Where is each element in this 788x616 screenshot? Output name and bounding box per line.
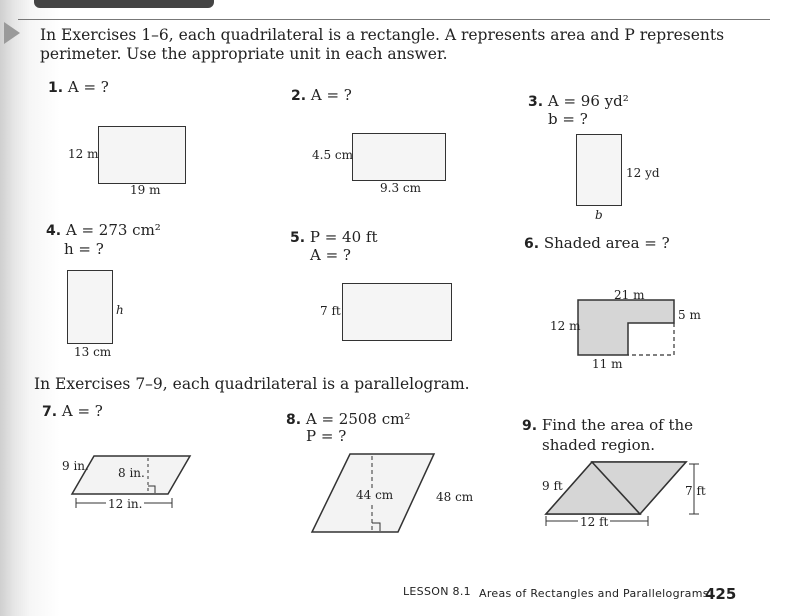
exercise-6-line1: Shaded area = ? xyxy=(543,234,670,252)
exercise-4-line1: A = 273 cm² xyxy=(65,221,161,239)
intro-line-1: In Exercises 1–6, each quadrilateral is a rectangle. A represents area and P represents xyxy=(40,26,725,44)
exercise-6-right-label: 5 m xyxy=(678,308,701,322)
exercise-6-left-label: 12 m xyxy=(550,319,581,333)
exercise-3-base-label: b xyxy=(595,208,603,222)
footer-lesson-title: Areas of Rectangles and Parallelograms xyxy=(479,587,709,600)
exercise-5-height-label: 7 ft xyxy=(320,304,341,318)
exercise-6-bottom-label: 11 m xyxy=(592,357,623,371)
exercise-8-side-label: 48 cm xyxy=(436,490,474,504)
exercise-7-height-label: 8 in. xyxy=(118,466,145,480)
exercise-1-line1: A = ? xyxy=(67,78,109,96)
exercise-9-side-label: 9 ft xyxy=(542,479,563,493)
exercise-2-height-label: 4.5 cm xyxy=(312,148,353,162)
exercise-1-base-label: 19 m xyxy=(130,183,161,197)
exercise-1-height-label: 12 m xyxy=(68,147,99,161)
exercise-2-line1: A = ? xyxy=(310,86,352,104)
exercise-number: 6. xyxy=(524,236,540,252)
intro-parallelogram: In Exercises 7–9, each quadrilateral is a parallelogram. xyxy=(34,375,470,393)
exercise-9-height-label: 7 ft xyxy=(685,484,706,498)
footer-lesson-label: LESSON 8.1 xyxy=(403,585,471,598)
exercise-number: 9. xyxy=(522,418,538,434)
exercise-9-line2: shaded region. xyxy=(542,436,656,454)
exercise-3-height-label: 12 yd xyxy=(626,166,660,180)
exercise-6-top-label: 21 m xyxy=(614,288,645,302)
exercise-5-line1: P = 40 ft xyxy=(309,228,378,246)
exercise-7-line1: A = ? xyxy=(61,402,103,420)
exercise-number: 2. xyxy=(291,88,307,104)
exercise-2-base-label: 9.3 cm xyxy=(380,181,421,195)
exercise-number: 5. xyxy=(290,230,306,246)
page-number: 425 xyxy=(705,585,737,603)
exercise-number: 8. xyxy=(286,412,302,428)
exercise-3-line1: A = 96 yd² xyxy=(547,92,629,110)
exercise-number: 7. xyxy=(42,404,58,420)
intro-line-2: perimeter. Use the appropriate unit in each answer. xyxy=(40,45,448,63)
exercise-9-line1: Find the area of the xyxy=(541,416,694,434)
exercise-number: 1. xyxy=(48,80,64,96)
exercise-7-side-label: 9 in. xyxy=(62,459,89,473)
exercise-4-height-label: h xyxy=(116,303,124,317)
exercise-7-base-label: 12 in. xyxy=(108,497,143,511)
exercise-8-height-label: 44 cm xyxy=(356,488,394,502)
exercise-3-line2: b = ? xyxy=(548,110,588,128)
exercise-8-line2: P = ? xyxy=(306,427,347,445)
exercise-5-line2: A = ? xyxy=(310,246,351,264)
exercise-4-base-label: 13 cm xyxy=(74,345,112,359)
exercise-4-line2: h = ? xyxy=(64,240,104,258)
exercise-number: 4. xyxy=(46,223,62,239)
exercise-9-base-label: 12 ft xyxy=(580,515,609,529)
exercise-number: 3. xyxy=(528,94,544,110)
exercise-8-line1: A = 2508 cm² xyxy=(305,410,411,428)
